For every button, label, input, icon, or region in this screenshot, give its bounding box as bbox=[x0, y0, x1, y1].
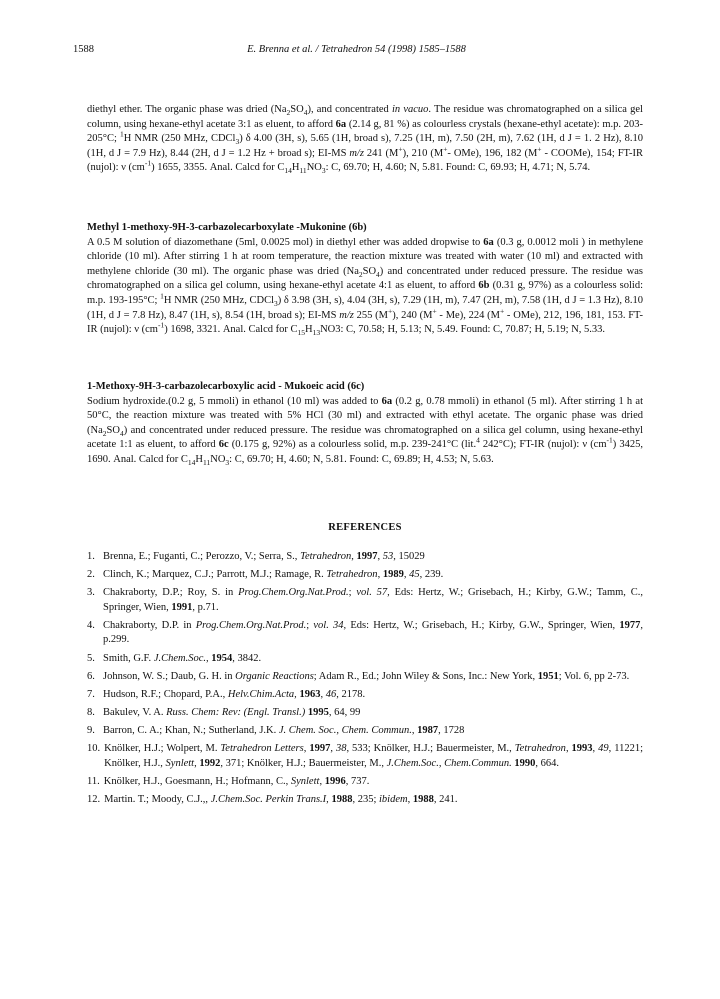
running-title: E. Brenna et al. / Tetrahedron 54 (1998) 1585–1588 bbox=[247, 44, 466, 55]
page-number: 1588 bbox=[73, 44, 94, 55]
reference-item bbox=[87, 586, 643, 615]
references-heading: REFERENCES bbox=[328, 522, 402, 533]
section-6c bbox=[87, 380, 643, 468]
reference-number: 2. bbox=[87, 569, 95, 581]
reference-number: 8. bbox=[87, 706, 95, 718]
references-list bbox=[87, 550, 643, 811]
reference-text: Johnson, W. S.; Daub, G. H. in Organic Reactions; Adam R., Ed.; John Wiley & Sons, Inc.: New York, 1951; Vol. 6, pp 2-73. bbox=[103, 670, 630, 682]
reference-text: Knölker, H.J., Goesmann, H.; Hofmann, C., Synlett, 1996, 737. bbox=[103, 775, 370, 787]
running-header bbox=[73, 44, 640, 60]
reference-text: Chakraborty, D.P. in Prog.Chem.Org.Nat.Prod.; vol. 34, Eds: Hertz, W.; Grisebach, H.; Kirby, G.W., Springer, Wien, 1977, p.299. bbox=[103, 619, 644, 646]
section-6c-body: Sodium hydroxide.(0.2 g, 5 mmoli) in ethanol (10 ml) was added to 6a (0.2 g, 0.78 mmoli) in ethanol (5 ml). After stirring 1 h at 50°C, the reaction mixture was treated with 5% HCl (30 ml) and extracted with ethyl acetate. The organic phase was dried $(Na_2SO_4)$ and concentrated under reduced pressure. The residue was chromatographed on a silica gel column, using hexane-ethyl acetate 1:1 as eluent, to afford 6c (0.175 g, 92%) as a colourless solid, m.p. 239-241°C (lit.$^4$ 242°C); FT-IR (nujol): ν $(cm^{-1})$ 3425, 1690. Anal. Calcd for $C_{14}H_{11}NO_3$: C, 69.70; H, 4.60; N, 5.81. Found: C, 69.89; H, 4.53; N, 5.63. bbox=[87, 395, 643, 468]
reference-number: 1. bbox=[87, 551, 95, 562]
reference-item bbox=[87, 742, 643, 771]
reference-number: 6. bbox=[87, 670, 95, 682]
reference-number: 9. bbox=[87, 724, 95, 736]
reference-item bbox=[87, 652, 643, 667]
section-6b-title: Methyl 1-methoxy-9H-3-carbazolecarboxylate -Mukonine (6b) bbox=[87, 222, 367, 233]
section-6b bbox=[87, 221, 643, 338]
reference-number: 5. bbox=[87, 652, 95, 664]
reference-text: Smith, G.F. J.Chem.Soc., 1954, 3842. bbox=[103, 652, 262, 664]
reference-number: 10. bbox=[87, 743, 101, 755]
reference-number: 4. bbox=[87, 619, 95, 631]
reference-number: 7. bbox=[87, 688, 95, 700]
reference-text: Bakulev, V. A. Russ. Chem: Rev: (Engl. Transl.) 1995, 64, 99 bbox=[103, 706, 361, 718]
reference-number: 12. bbox=[87, 793, 101, 805]
reference-item bbox=[87, 550, 643, 565]
paragraph-6a-continued bbox=[87, 103, 643, 176]
paragraph-6a-text: diethyl ether. The organic phase was dried $(Na_2SO_4)$, and concentrated in vacuo. The residue was chromatographed on a silica gel column, using hexane-ethyl acetate 3:1 as eluent, to afford 6a (2.14 g, 81 %) as colourless crystals (hexane-ethyl acetate): m.p. 203-205°C; $^1$H NMR (250 MHz, CDCl$_3$) δ 4.00 (3H, s), 5.65 (1H, broad s), 7.25 (1H, m), 7.50 (2H, m), 7.62 (1H, d J = 1. 2 Hz), 8.10 (1H, d J = 7.9 Hz), 8.44 (2H, d J = 1.2 Hz + broad s); EI-MS m/z 241 (M+), 210 (M+- OMe), 196, 182 (M+ - COOMe), 154; FT-IR (nujol): ν $(cm^{-1})$ 1655, 3355. Anal. Calcd for $C_{14}H_{11}NO_3$: C, 69.70; H, 4.60; N, 5.81. Found: C, 69.93; H, 4.71; N, 5.74. bbox=[87, 104, 644, 176]
section-6b-body: A 0.5 M solution of diazomethane (5ml, 0.0025 mol) in diethyl ether was added dropwise to 6a (0.3 g, 0.0012 moli ) in methylene chloride (10 ml). After stirring 1 h at room temperature, the reaction mixture was treated with water (10 ml) and extracted with methylene chloride (30 ml). The organic phase was dried $(Na_2SO_4)$ and concentrated under reduced pressure. The residue was chromatographed on a silica gel column, using hexane-ethyl acetate 4:1 as eluent, to afford 6b (0.31 g, 97%) as a colourless solid: m.p. 193-195°C; $^1$H NMR (250 MHz, CDCl$_3$) δ 3.98 (3H, s), 4.04 (3H, s), 7.29 (1H, m), 7.47 (2H, m), 7.58 (1H, d J = 1.3 Hz), 8.10 (1H, d J = 7.8 Hz), 8.47 (1H, s), 8.54 (1H, broad s); EI-MS m/z 255 (M+), 240 (M+ - Me), 224 (M+ - OMe), 212, 196, 181, 153. FT-IR (nujol): ν $(cm^{-1})$ 1698, 3321. Anal. Calcd for $C_{15}H_{13}NO3$: C, 70.58; H, 5.13; N, 5.49. Found: C, 70.87; H, 5.19; N, 5.33. bbox=[87, 236, 644, 338]
reference-item bbox=[87, 568, 643, 583]
reference-text: Chakraborty, D.P.; Roy, S. in Prog.Chem.Org.Nat.Prod.; vol. 57, Eds: Hertz, W.; Grisebach, H.; Kirby, G.W.; Tamm, C., Springer, Wien, 1991, p.71. bbox=[103, 587, 644, 613]
reference-item bbox=[87, 706, 643, 721]
reference-text: Barron, C. A.; Khan, N.; Sutherland, J.K. J. Chem. Soc., Chem. Commun., 1987, 1728 bbox=[103, 724, 465, 736]
reference-text: Brenna, E.; Fuganti, C.; Perozzo, V.; Serra, S., Tetrahedron, 1997, 53, 15029 bbox=[103, 551, 425, 562]
reference-text: Clinch, K.; Marquez, C.J.; Parrott, M.J.; Ramage, R. Tetrahedron, 1989, 45, 239. bbox=[103, 569, 444, 581]
reference-item bbox=[87, 724, 643, 739]
reference-text: Martin. T.; Moody, C.J.,, J.Chem.Soc. Perkin Trans.I, 1988, 235; ibidem, 1988, 241. bbox=[104, 793, 458, 805]
reference-number: 11. bbox=[87, 775, 100, 787]
reference-item bbox=[87, 688, 643, 703]
section-6c-title: 1-Methoxy-9H-3-carbazolecarboxylic acid - Mukoeic acid (6c) bbox=[87, 381, 365, 392]
reference-item bbox=[87, 775, 643, 790]
reference-item bbox=[87, 793, 643, 808]
reference-text: Knölker, H.J.; Wolpert, M. Tetrahedron Letters, 1997, 38, 533; Knölker, H.J.; Bauermeister, M., Tetrahedron, 1993, 49, 11221; Knölker, H.J., Synlett, 1992, 371; Knölker, H.J.; Bauermeister, M., J.Chem.Soc., Chem.Commun. 1990, 664. bbox=[104, 743, 644, 769]
reference-text: Hudson, R.F.; Chopard, P.A., Helv.Chim.Acta, 1963, 46, 2178. bbox=[103, 688, 366, 700]
reference-number: 3. bbox=[87, 587, 95, 599]
reference-item bbox=[87, 670, 643, 685]
reference-item bbox=[87, 619, 643, 648]
